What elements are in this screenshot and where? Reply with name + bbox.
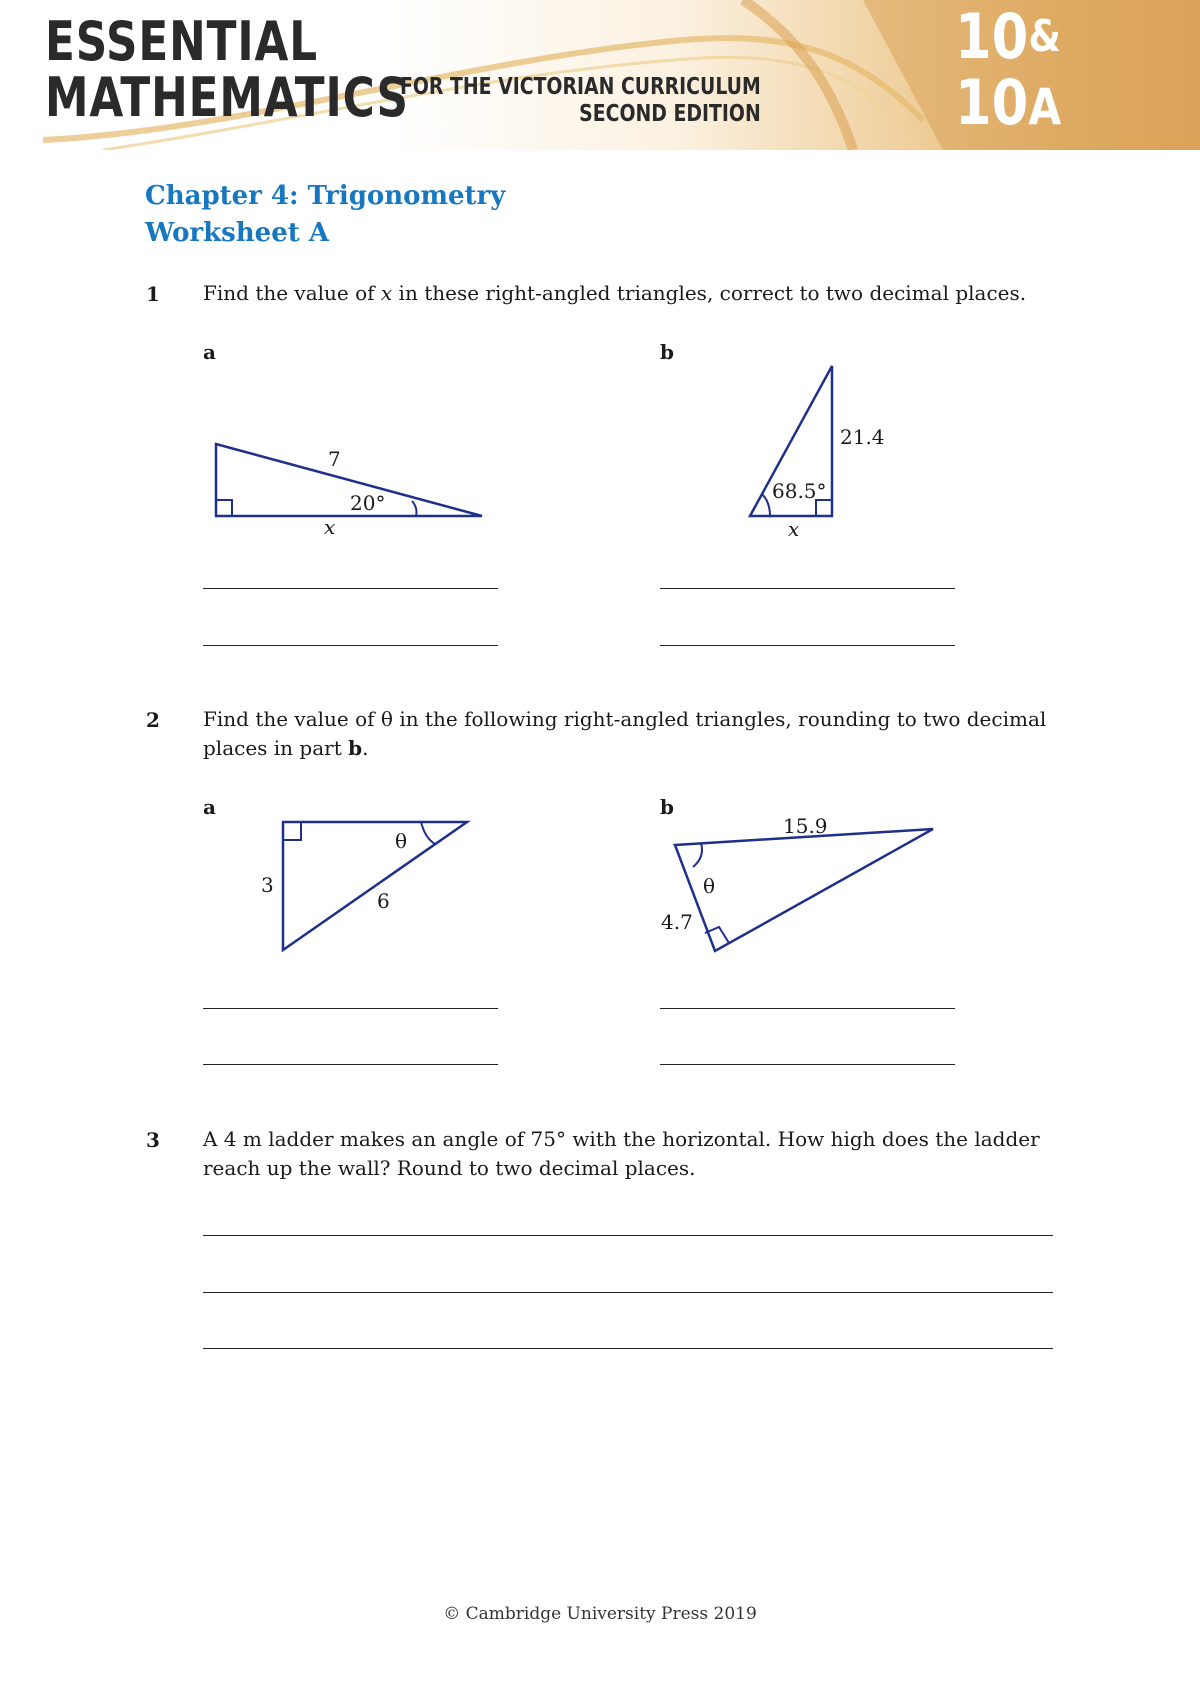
worksheet-title: [145, 178, 505, 252]
question-1-number: 1: [146, 282, 160, 306]
q3-answer-line-3[interactable]: [203, 1348, 1053, 1349]
q1a-hyp-label: 7: [328, 447, 341, 471]
q2a-angle-arc: [421, 822, 435, 844]
q2a-triangle-figure: [255, 810, 485, 960]
brand-line-2: MATHEMATICS: [45, 66, 409, 129]
question-3-text: [203, 1125, 1083, 1183]
header-banner: [43, 0, 1200, 150]
year-bottom-letter: A: [1028, 78, 1062, 136]
q2a-hyp-label: 6: [377, 889, 390, 913]
brand-title: [45, 10, 409, 129]
question-1-text: [203, 279, 1083, 308]
q2a-side-label: 3: [261, 873, 274, 897]
q2b-triangle-figure: [655, 815, 945, 955]
q2-part-b-label: b: [660, 795, 674, 819]
q1a-right-angle-mark: [216, 500, 232, 516]
year-top: 10: [955, 0, 1029, 73]
q1a-angle-arc: [412, 501, 417, 516]
year-level: [955, 0, 1062, 140]
question-2-number: 2: [146, 708, 160, 732]
q1b-var-label: x: [788, 517, 800, 540]
q2a-angle-label: θ: [395, 829, 408, 853]
chapter-title: Chapter 4: Trigonometry: [145, 181, 506, 211]
q2b-angle-label: θ: [703, 874, 716, 898]
q3-text-line-1: A 4 m ladder makes an angle of 75° with the horizontal. How high does the ladder: [203, 1127, 1040, 1151]
q1b-side-label: 21.4: [840, 425, 885, 449]
q1a-var-label: x: [324, 515, 336, 539]
q2b-answer-line-1[interactable]: [660, 1008, 955, 1009]
q2b-answer-line-2[interactable]: [660, 1064, 955, 1065]
q2b-side-label: 4.7: [661, 910, 693, 934]
worksheet-subtitle: Worksheet A: [145, 218, 329, 248]
q1b-answer-line-2[interactable]: [660, 645, 955, 646]
brand-sub-line-2: SECOND EDITION: [579, 101, 761, 127]
q2a-triangle: [283, 822, 467, 950]
q2b-angle-arc: [693, 843, 702, 867]
q1-part-a-label: a: [203, 340, 216, 364]
q1a-answer-line-1[interactable]: [203, 588, 498, 589]
q2-part-a-label: a: [203, 795, 216, 819]
copyright-footer: © Cambridge University Press 2019: [443, 1604, 757, 1624]
year-bottom-num: 10: [955, 66, 1029, 139]
brand-subtitle: [400, 74, 761, 128]
q1a-triangle-figure: [200, 430, 500, 540]
q1-text-var: x: [380, 281, 393, 305]
q2a-right-angle-mark: [283, 822, 301, 840]
q1-text-before: Find the value of: [203, 281, 381, 305]
q1b-angle-label: 68.5°: [772, 479, 827, 503]
q2-text-line-1: Find the value of θ in the following right-angled triangles, rounding to two decimal: [203, 707, 1047, 731]
q2b-hyp-label: 15.9: [783, 815, 828, 838]
q1-part-b-label: b: [660, 340, 674, 364]
brand-line-1: ESSENTIAL: [45, 10, 319, 73]
q2-text-line-2: [203, 734, 1083, 763]
q2a-answer-line-2[interactable]: [203, 1064, 498, 1065]
q2-text-line-2-bold: b: [348, 736, 363, 760]
q1a-angle-label: 20°: [350, 491, 386, 515]
question-3-number: 3: [146, 1128, 160, 1152]
q2a-answer-line-1[interactable]: [203, 1008, 498, 1009]
year-amp: &: [1028, 11, 1061, 62]
q2-text-line-2-before: places in part: [203, 736, 349, 760]
q1a-answer-line-2[interactable]: [203, 645, 498, 646]
q1b-triangle-figure: [740, 360, 900, 540]
q3-text-line-2: reach up the wall? Round to two decimal places.: [203, 1156, 696, 1180]
q1a-triangle: [216, 444, 482, 516]
brand-sub-line-1: FOR THE VICTORIAN CURRICULUM: [400, 74, 761, 100]
q1b-answer-line-1[interactable]: [660, 588, 955, 589]
q2-text-line-2-after: .: [362, 736, 369, 760]
question-2-text: [203, 705, 1083, 763]
q3-answer-line-1[interactable]: [203, 1235, 1053, 1236]
q1b-angle-arc: [762, 494, 770, 516]
q1-text-after: in these right-angled triangles, correct to two decimal places.: [392, 281, 1027, 305]
q3-answer-line-2[interactable]: [203, 1292, 1053, 1293]
